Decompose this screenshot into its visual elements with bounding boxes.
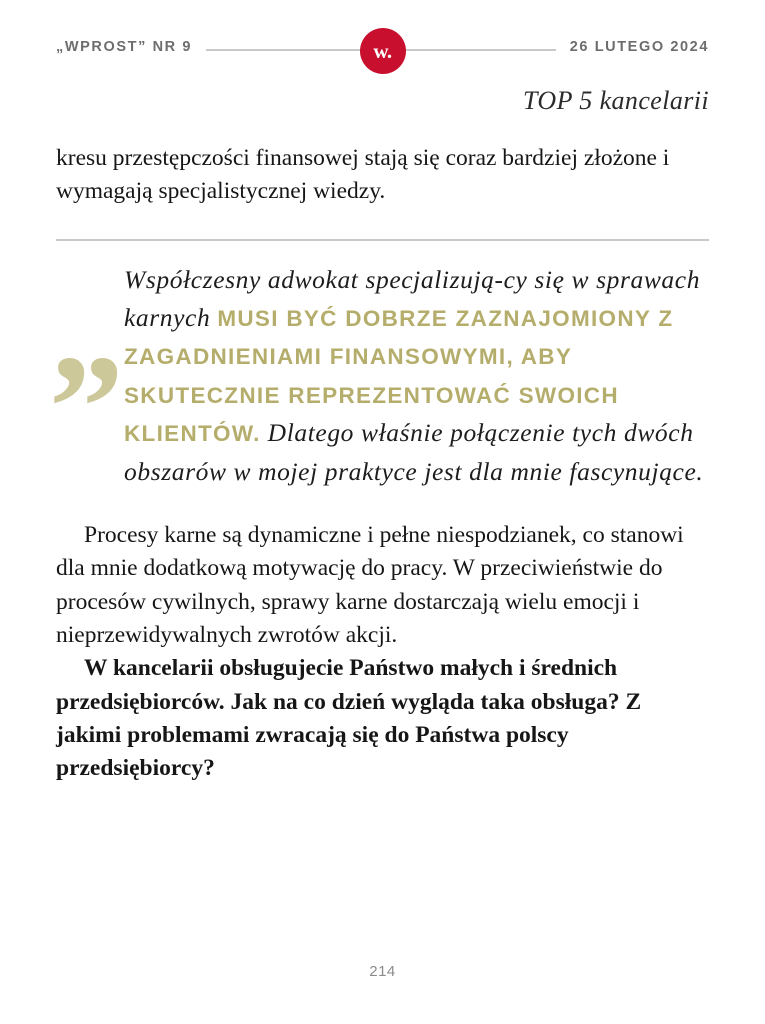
- quote-text: [124, 261, 709, 491]
- quote-part-two: Dlatego właśnie połączenie tych dwóch obszarów w mojej praktyce jest dla mnie fascynujące.: [124, 418, 704, 486]
- quote-mark-icon: „: [50, 246, 125, 413]
- answer-paragraph-block: [56, 519, 709, 786]
- page-header: [56, 0, 709, 78]
- lead-paragraph-block: [56, 142, 709, 209]
- quote-emphasis: MUSI BYĆ DOBRZE ZAZNAJOMIONY Z ZAGADNIENIAMI FINANSOWYMI, ABY SKUTECZNIE REPREZENTOWAĆ SWOICH KLIENTÓW.: [124, 305, 674, 447]
- page-number: 214: [369, 963, 396, 980]
- lead-paragraph: kresu przestępczości finansowej stają się coraz bardziej złożone i wymagają specjalistycznej wiedzy.: [56, 145, 670, 205]
- magazine-issue-label: „WPROST” NR 9: [56, 39, 206, 55]
- section-title: TOP 5 kancelarii: [523, 86, 709, 115]
- wprost-logo-icon: w.: [360, 28, 406, 74]
- issue-date-label: 26 LUTEGO 2024: [556, 39, 709, 55]
- quote-part-one: Współczesny adwokat specjalizują-cy się w sprawach karnych: [124, 264, 701, 332]
- pull-quote: [50, 239, 709, 491]
- quote-divider: [56, 239, 709, 241]
- answer-paragraph: Procesy karne są dynamiczne i pełne niespodzianek, co stanowi dla mnie dodatkową motywację do pracy. W przeciwieństwie do procesów cywilnych, sprawy karne dostarczają wielu emocji i nieprzewidywalnych zwrotów akcji.: [56, 521, 684, 649]
- question-paragraph: W kancelarii obsługujecie Państwo małych i średnich przedsiębiorców. Jak na co dzień wygląda taka obsługa? Z jakimi problemami zwracają się do Państwa polscy przedsiębiorcy?: [56, 655, 642, 782]
